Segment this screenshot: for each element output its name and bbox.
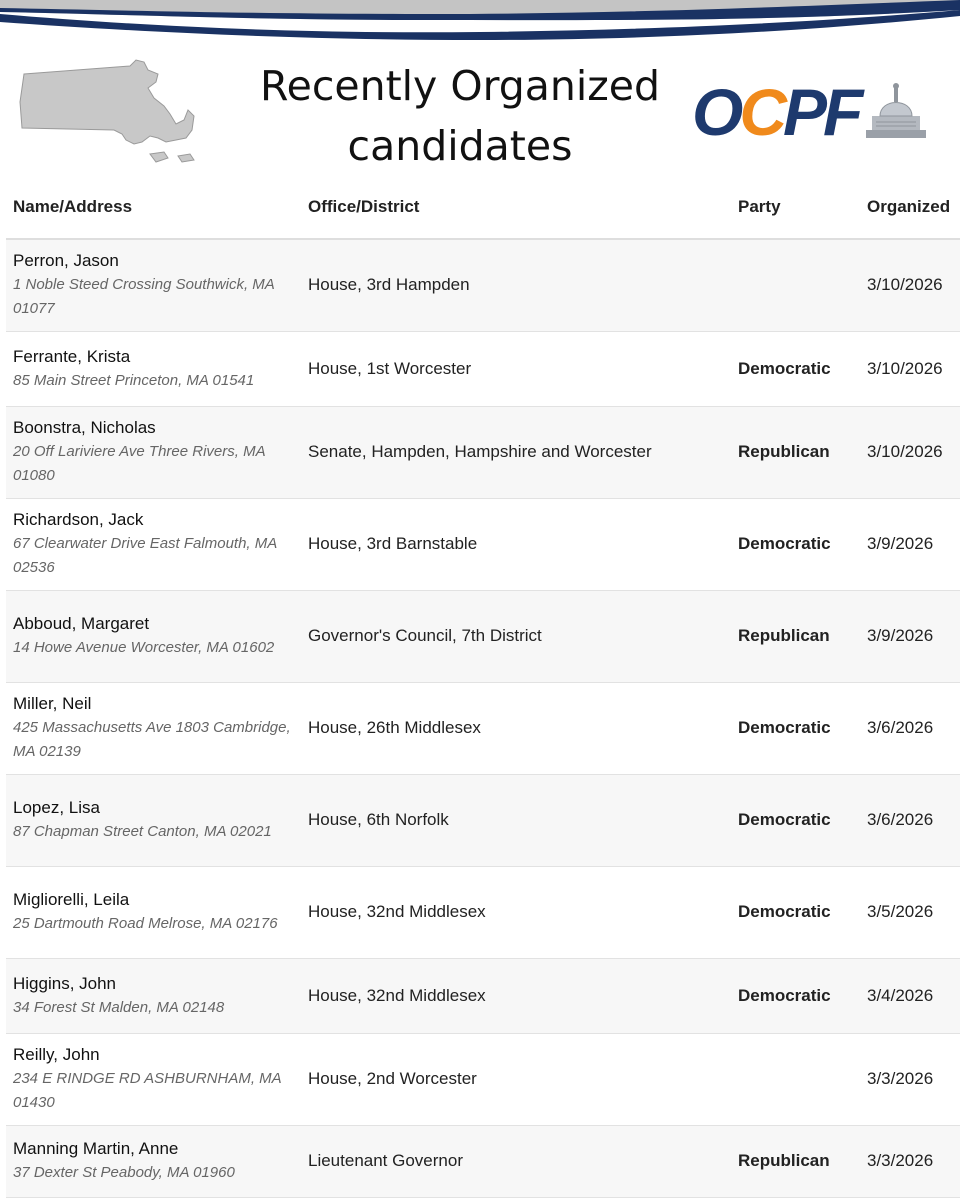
candidate-name[interactable]: Boonstra, Nicholas: [13, 418, 156, 437]
candidate-name[interactable]: Higgins, John: [13, 973, 117, 993]
name-address-cell: [6, 1125, 301, 1197]
office-district-cell: House, 32nd Middlesex: [301, 866, 731, 958]
office-district-cell: House, 6th Norfolk: [301, 774, 731, 866]
table-header-row: [6, 176, 960, 239]
organized-date-cell: 3/4/2026: [860, 958, 960, 1033]
organized-date-cell: 3/10/2026: [860, 406, 960, 498]
massachusetts-map-icon: [18, 58, 198, 170]
office-district-cell: Lieutenant Governor: [301, 1125, 731, 1197]
candidate-address: 87 Chapman Street Canton, MA 02021: [13, 823, 272, 840]
party-cell: Democratic: [731, 866, 860, 958]
table-row[interactable]: [6, 958, 960, 1033]
organized-date-cell: 3/9/2026: [860, 498, 960, 590]
name-address-cell: [6, 866, 301, 958]
office-district-cell: Governor's Council, 7th District: [301, 590, 731, 682]
name-address-cell: [6, 1033, 301, 1125]
name-address-cell: [6, 958, 301, 1033]
column-header-party[interactable]: Party: [731, 176, 860, 239]
candidate-name[interactable]: Lopez, Lisa: [13, 798, 100, 817]
candidate-address: 20 Off Lariviere Ave Three Rivers, MA 01080: [13, 443, 266, 484]
name-address-cell: [6, 682, 301, 774]
candidate-address: 1 Noble Steed Crossing Southwick, MA 01077: [13, 276, 275, 318]
candidate-address: 234 E RINDGE RD ASHBURNHAM, MA 01430: [13, 1070, 282, 1111]
organized-date-cell: 3/9/2026: [860, 590, 960, 682]
candidate-address: 425 Massachusetts Ave 1803 Cambridge, MA 02139: [13, 719, 291, 760]
candidate-address: 85 Main Street Princeton, MA 01541: [13, 371, 255, 389]
table-row[interactable]: [6, 239, 960, 331]
organized-date-cell: 3/6/2026: [860, 774, 960, 866]
party-cell: Democratic: [731, 958, 860, 1033]
party-cell: Democratic: [731, 498, 860, 590]
office-district-cell: House, 3rd Barnstable: [301, 498, 731, 590]
statehouse-dome-icon: [862, 78, 928, 140]
office-district-cell: House, 32nd Middlesex: [301, 958, 731, 1033]
page-header: [0, 44, 960, 176]
table-row[interactable]: [6, 590, 960, 682]
name-address-cell: [6, 590, 301, 682]
name-address-cell: [6, 774, 301, 866]
table-row[interactable]: [6, 498, 960, 590]
party-cell: Democratic: [731, 331, 860, 406]
candidate-name[interactable]: Ferrante, Krista: [13, 346, 131, 366]
party-cell: Republican: [731, 406, 860, 498]
office-district-cell: Senate, Hampden, Hampshire and Worcester: [301, 406, 731, 498]
candidate-name[interactable]: Richardson, Jack: [13, 510, 144, 529]
candidate-name[interactable]: Perron, Jason: [13, 251, 119, 271]
name-address-cell: [6, 406, 301, 498]
column-header-office-district[interactable]: Office/District: [301, 176, 731, 239]
candidate-name[interactable]: Miller, Neil: [13, 694, 92, 713]
organized-date-cell: 3/3/2026: [860, 1125, 960, 1197]
ocpf-logo-text: OCPF: [692, 75, 860, 149]
organized-date-cell: 3/5/2026: [860, 866, 960, 958]
candidate-name[interactable]: Migliorelli, Leila: [13, 890, 130, 909]
organized-date-cell: 3/10/2026: [860, 331, 960, 406]
organized-date-cell: 3/3/2026: [860, 1033, 960, 1125]
party-cell: [731, 239, 860, 331]
ocpf-logo: [692, 76, 932, 148]
office-district-cell: House, 2nd Worcester: [301, 1033, 731, 1125]
name-address-cell: [6, 239, 301, 331]
title-line-2: candidates: [347, 122, 573, 170]
candidate-address: 67 Clearwater Drive East Falmouth, MA 02536: [13, 535, 277, 576]
office-district-cell: House, 1st Worcester: [301, 331, 731, 406]
candidate-address: 25 Dartmouth Road Melrose, MA 02176: [13, 915, 278, 932]
name-address-cell: [6, 331, 301, 406]
candidate-address: 34 Forest St Malden, MA 02148: [13, 998, 225, 1016]
office-district-cell: House, 3rd Hampden: [301, 239, 731, 331]
table-row[interactable]: [6, 866, 960, 958]
column-header-organized[interactable]: Organized: [860, 176, 960, 239]
page-title: [250, 56, 670, 176]
candidate-name[interactable]: Abboud, Margaret: [13, 614, 150, 633]
table-row[interactable]: [6, 682, 960, 774]
party-cell: [731, 1033, 860, 1125]
party-cell: Republican: [731, 1125, 860, 1197]
candidate-address: 14 Howe Avenue Worcester, MA 01602: [13, 639, 275, 656]
top-banner: [0, 0, 960, 44]
title-line-1: Recently Organized: [259, 62, 661, 110]
column-header-name-address[interactable]: Name/Address: [6, 176, 301, 239]
party-cell: Democratic: [731, 682, 860, 774]
organized-date-cell: 3/10/2026: [860, 239, 960, 331]
table-row[interactable]: [6, 406, 960, 498]
candidate-address: 37 Dexter St Peabody, MA 01960: [13, 1164, 235, 1181]
organized-date-cell: 3/6/2026: [860, 682, 960, 774]
candidate-name[interactable]: Reilly, John: [13, 1045, 100, 1064]
table-row[interactable]: [6, 1125, 960, 1197]
name-address-cell: [6, 498, 301, 590]
party-cell: Republican: [731, 590, 860, 682]
candidate-name[interactable]: Manning Martin, Anne: [13, 1139, 179, 1158]
party-cell: Democratic: [731, 774, 860, 866]
table-row[interactable]: [6, 1033, 960, 1125]
candidates-table: [6, 176, 960, 1198]
office-district-cell: House, 26th Middlesex: [301, 682, 731, 774]
table-row[interactable]: [6, 774, 960, 866]
table-row[interactable]: [6, 331, 960, 406]
